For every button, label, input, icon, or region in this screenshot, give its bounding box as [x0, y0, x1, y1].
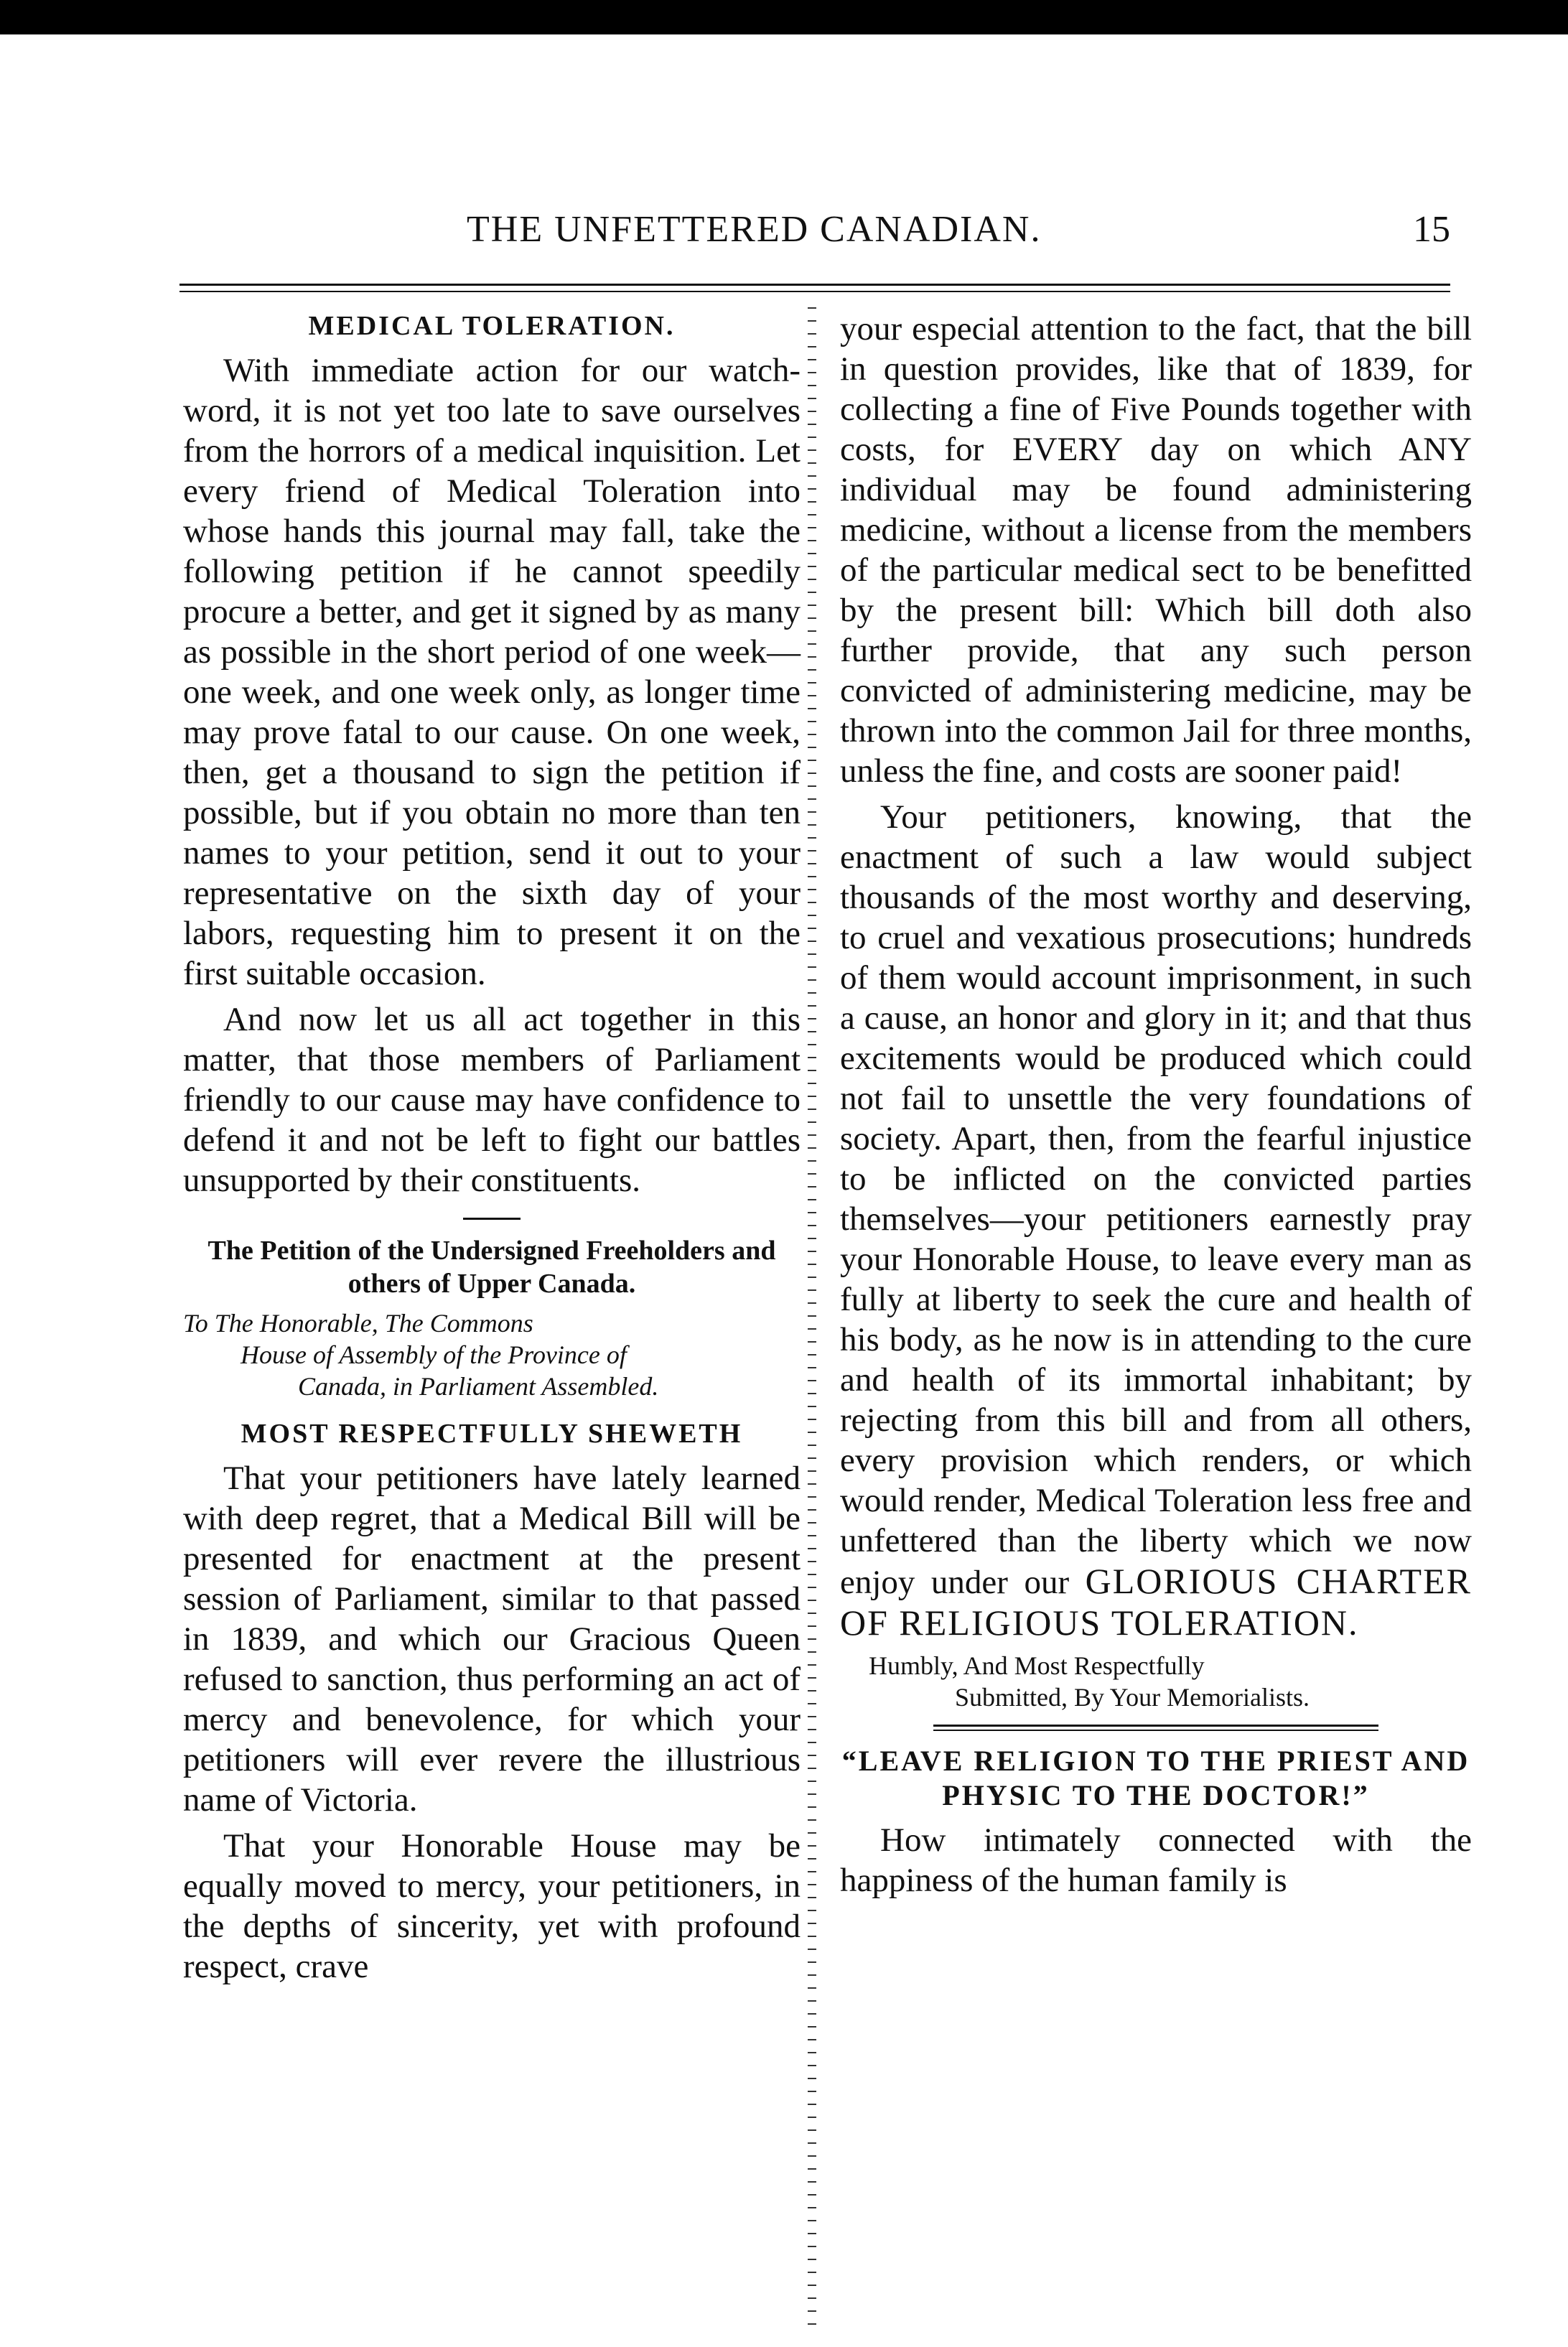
- page-number: 15: [1413, 209, 1450, 250]
- article-heading: “LEAVE RELIGION TO THE PRIEST AND PHYSIC TO THE DOCTOR!”: [841, 1745, 1470, 1811]
- column-divider: [808, 302, 816, 2333]
- address-line: Canada, in Parliament Assembled.: [298, 1372, 659, 1401]
- petition-signoff: [869, 1650, 1472, 1713]
- header-rule: [179, 284, 1450, 286]
- paragraph: That your Honorable House may be equally moved to mercy, your petitioners, in the depths of sincerity, yet with profound respect, crave: [183, 1827, 801, 1985]
- section-divider: [463, 1218, 521, 1220]
- address-line: House of Assembly of the Province of: [241, 1340, 627, 1369]
- paragraph: And now let us all act together in this matter, that those members of Parliament friendly to our cause may have confidence to defend it and not be left to fight our battles unsupported by their constituents.: [183, 1001, 801, 1199]
- paragraph: [840, 797, 1472, 1644]
- signoff-line: Humbly, And Most Respectfully: [869, 1651, 1205, 1680]
- article-heading: MEDICAL TOLERATION.: [308, 311, 676, 341]
- paragraph: That your petitioners have lately learned with deep regret, that a Medical Bill will be presented for enactment at the present session of Parliament, similar to that passed in 1839, and which our Gracious Queen refused to sanction, thus performing an act of mercy and benevolence, for which your petitioners will ever revere the illustrious name of Victoria.: [183, 1460, 801, 1819]
- address-line: To The Honorable, The Commons: [183, 1309, 533, 1338]
- paragraph: your especial attention to the fact, that the bill in question provides, like that of 1839, for collecting a fine of Five Pounds together with costs, for EVERY day on which ANY individual may be found administering medicine, without a license from the members of the particular medical sect to be benefitted by the present bill: Which bill doth also further provide, that any such person convicted of administering medicine, may be thrown into the common Jail for three months, unless the fine, and costs are sooner paid!: [840, 310, 1472, 790]
- signoff-line: Submitted, By Your Memorialists.: [955, 1683, 1310, 1712]
- petition-title: The Petition of the Undersigned Freeholders and others of Upper Canada.: [207, 1236, 776, 1299]
- emphasis-caps: GLORIOUS CHARTER OF RELIGIOUS TOLERATION.: [840, 1561, 1472, 1643]
- page-header: [179, 208, 1450, 258]
- scan-top-border: [0, 0, 1568, 34]
- paragraph: How intimately connected with the happiness of the human family is: [840, 1821, 1472, 1899]
- paragraph: With immediate action for our watch-word, it is not yet too late to save ourselves from the horrors of a medical inquisition. Let every friend of Medical Toleration into whose hands this journal may fall, take the following petition if he cannot speedily procure a better, and get it signed by as many as possible in the short period of one week—one week, and one week only, as longer time may prove fatal to our cause. On one week, then, get a thousand to sign the petition if possible, but if you obtain no more than ten names to your petition, send it out to your representative on the sixth day of your labors, requesting him to present it on the first suitable occasion.: [183, 352, 801, 992]
- left-column: [183, 309, 801, 1992]
- petition-address: [183, 1307, 801, 1402]
- paragraph-text: Your petitioners, knowing, that the enactment of such a law would subject thousands of the most worthy and deserving, to cruel and vexatious prosecutions; hundreds of them would account imprisonment, in such a cause, an honor and glory in it; and that thus excitements would be produced which could not fail to unsettle the very foundations of society. Apart, then, from the fearful injustice to be inflicted on the convicted parties themselves—your petitioners earnestly pray your Honorable House, to leave every man as fully at liberty to seek the cure and health of his body, as he now is in attending to the cure and health of its immortal inhabitant; by rejecting from this bill and from all others, every provision which renders, or which would render, Medical Toleration less free and unfettered than the liberty which we now enjoy under our: [840, 798, 1472, 1601]
- petition-subheading: MOST RESPECTFULLY SHEWETH: [241, 1419, 743, 1449]
- section-rule-thin: [933, 1730, 1378, 1731]
- header-rule-thin: [179, 291, 1450, 292]
- running-title: THE UNFETTERED CANADIAN.: [467, 209, 1042, 250]
- right-column: [840, 309, 1472, 1906]
- section-rule: [933, 1725, 1378, 1727]
